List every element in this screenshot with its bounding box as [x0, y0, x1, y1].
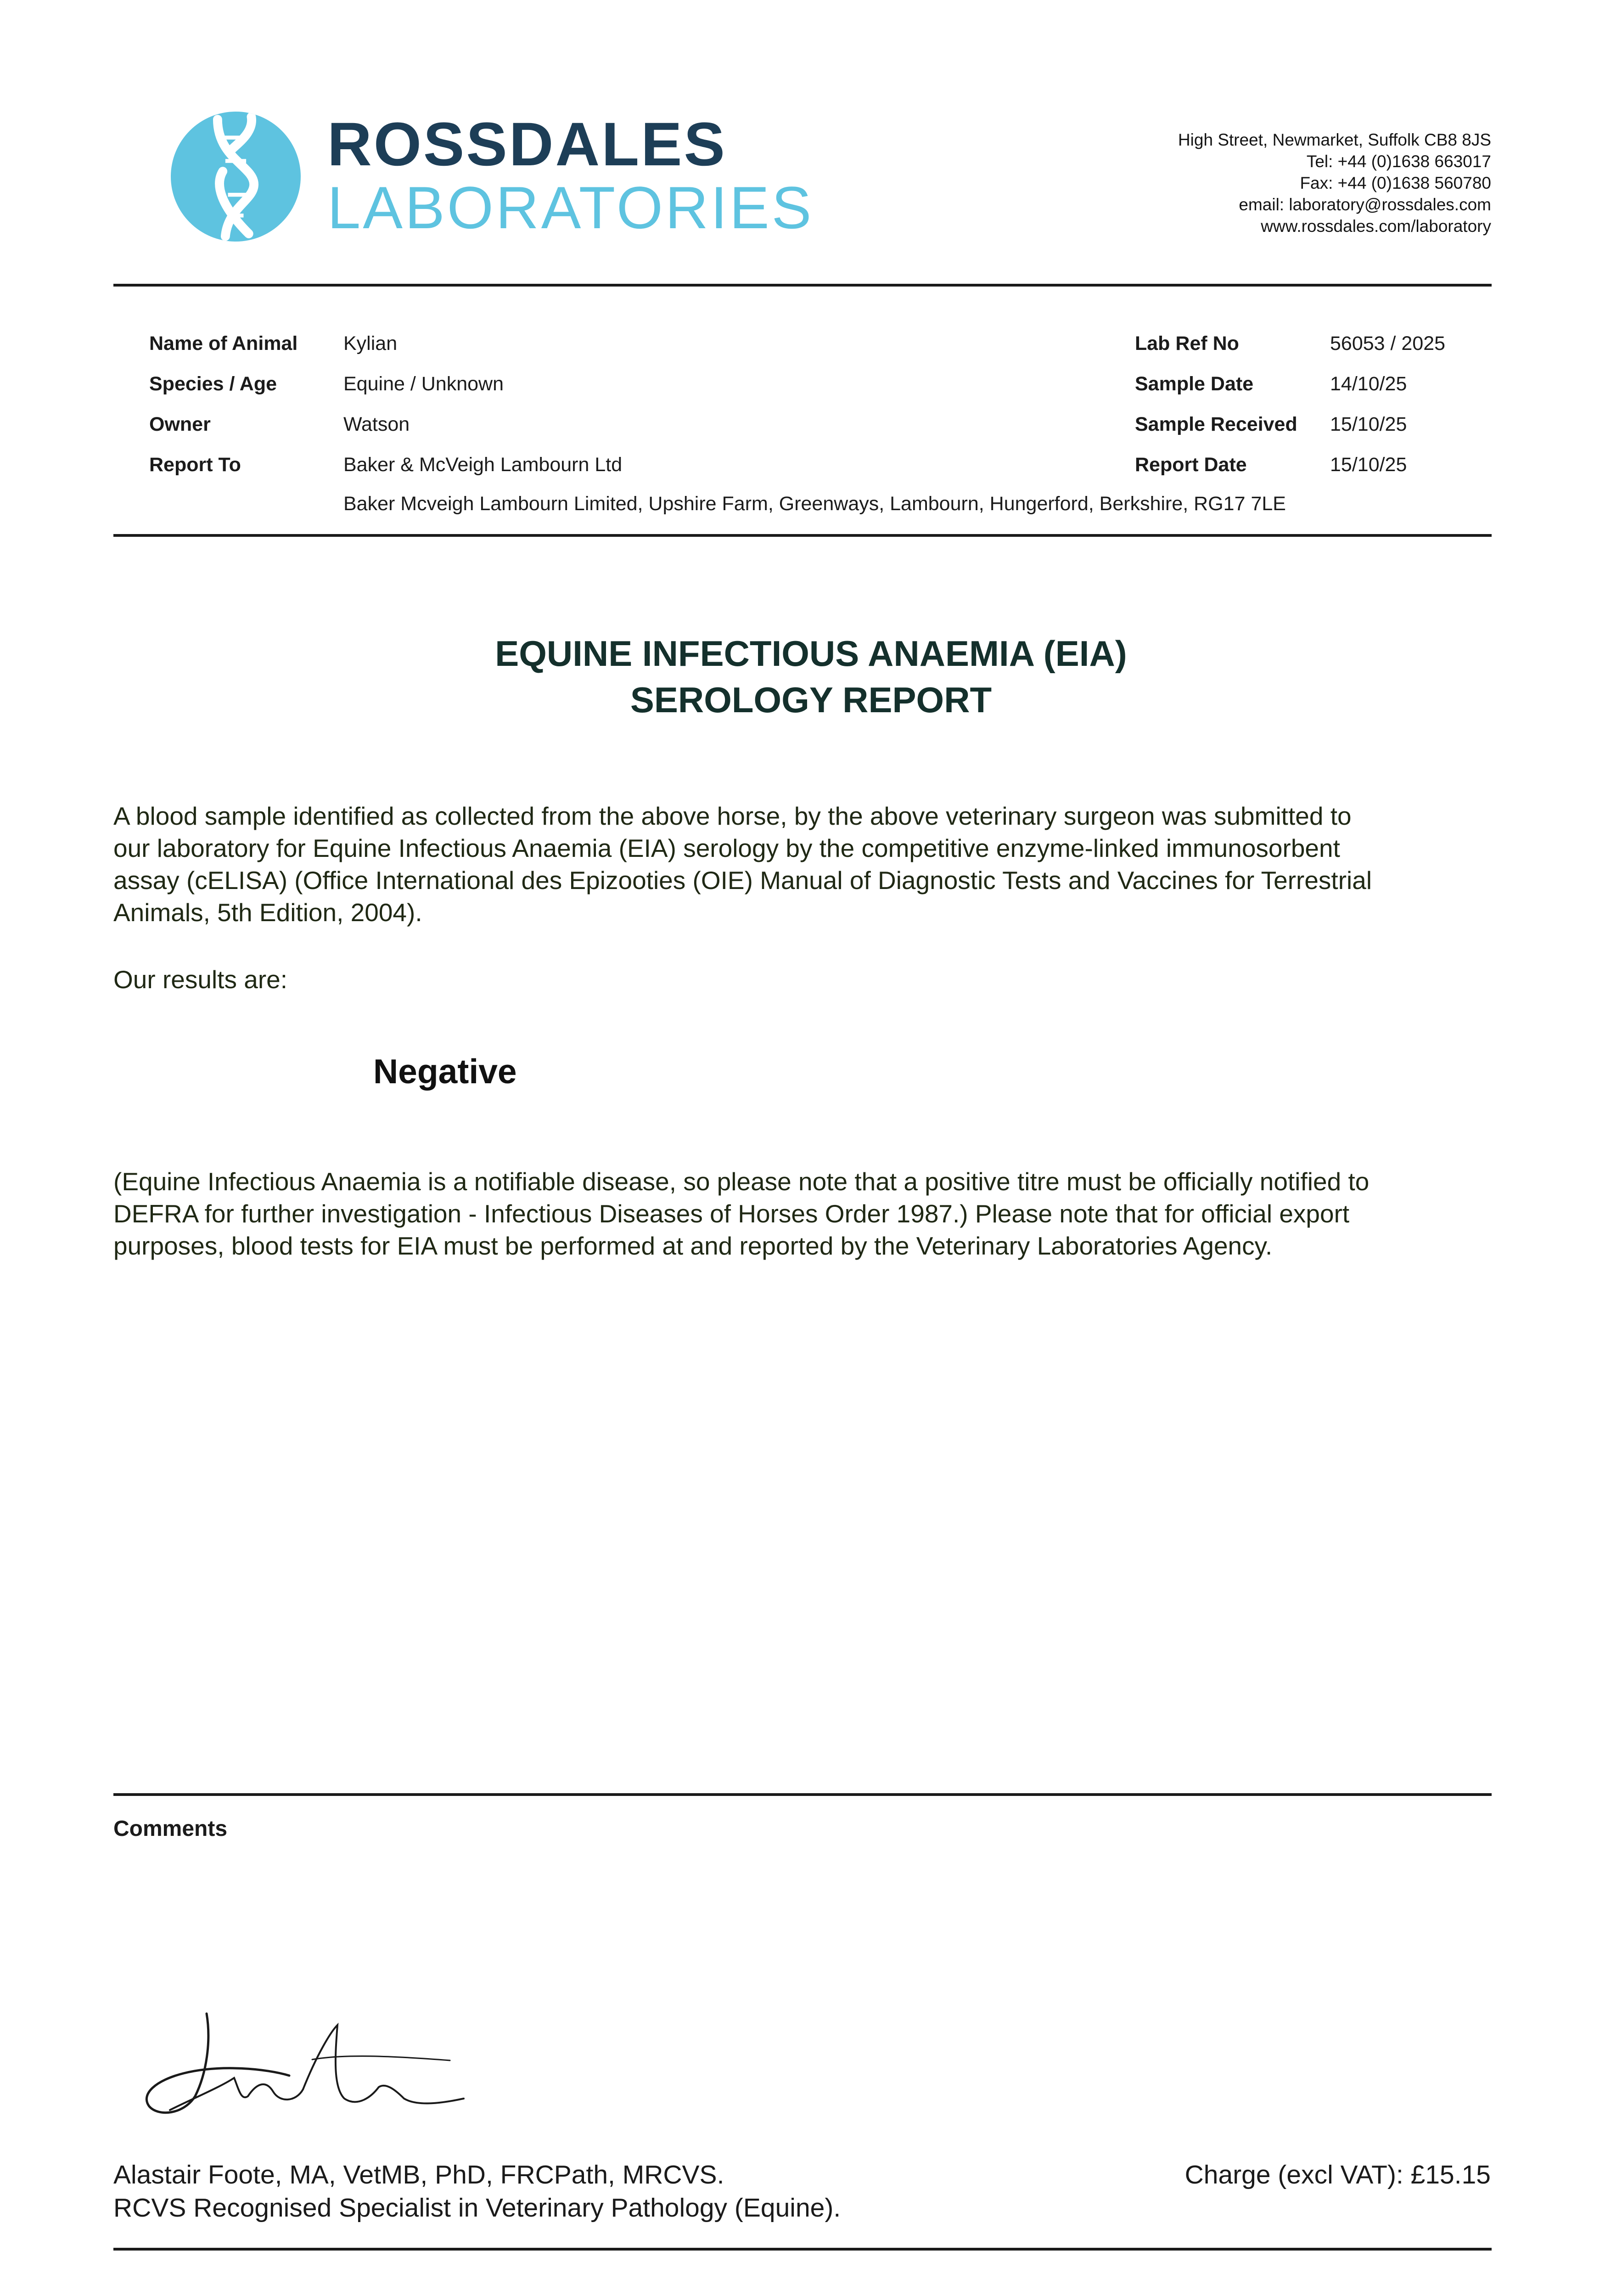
label-lab-ref-no: Lab Ref No: [1135, 332, 1239, 355]
report-title-line2: SEROLOGY REPORT: [630, 680, 992, 720]
note-line: DEFRA for further investigation - Infectious Diseases of Horses Order 1987.) Please note that for official export: [113, 1199, 1350, 1228]
intro-paragraph: [113, 800, 1495, 929]
label-name-of-animal: Name of Animal: [149, 332, 298, 355]
note-line: (Equine Infectious Anaemia is a notifiable disease, so please note that a positive titre must be officially notified to: [113, 1167, 1369, 1196]
label-sample-received: Sample Received: [1135, 413, 1297, 435]
comments-divider: [113, 1793, 1492, 1796]
label-report-to: Report To: [149, 454, 241, 476]
value-report-to: Baker & McVeigh Lambourn Ltd: [343, 454, 623, 476]
value-name-of-animal: Kylian: [343, 332, 398, 355]
label-report-date: Report Date: [1135, 454, 1247, 476]
logo-dna-icon: [171, 112, 301, 242]
fax-line: Fax: +44 (0)1638 560780: [1300, 174, 1491, 192]
value-lab-ref-no: 56053 / 2025: [1330, 332, 1446, 355]
website-line: www.rossdales.com/laboratory: [1261, 217, 1491, 236]
intro-line: Animals, 5th Edition, 2004).: [113, 898, 422, 927]
label-owner: Owner: [149, 413, 211, 435]
value-sample-received: 15/10/25: [1330, 413, 1407, 435]
logo-text-laboratories: LABORATORIES: [327, 174, 814, 241]
value-report-date: 15/10/25: [1330, 454, 1407, 476]
value-species-age: Equine / Unknown: [343, 373, 504, 395]
signer-block: [113, 2158, 841, 2224]
email-line: email: laboratory@rossdales.com: [1239, 195, 1491, 214]
info-divider: [113, 534, 1492, 537]
result-value: Negative: [373, 1052, 517, 1091]
intro-line: assay (cELISA) (Office International des Epizooties (OIE) Manual of Diagnostic Tests and Vaccines for Terrestrial: [113, 866, 1372, 895]
results-intro: Our results are:: [113, 965, 288, 994]
value-report-to-address: Baker Mcveigh Lambourn Limited, Upshire Farm, Greenways, Lambourn, Hungerford, Berkshire, RG17 7LE: [343, 493, 1286, 515]
logo-text-rossdales: ROSSDALES: [327, 110, 727, 179]
value-sample-date: 14/10/25: [1330, 373, 1407, 395]
signer-title: RCVS Recognised Specialist in Veterinary Pathology (Equine).: [113, 2193, 841, 2223]
comments-label: Comments: [113, 1817, 228, 1841]
intro-line: A blood sample identified as collected from the above horse, by the above veterinary surgeon was submitted to: [113, 802, 1352, 830]
report-title-line1: EQUINE INFECTIOUS ANAEMIA (EIA): [495, 633, 1127, 674]
value-owner: Watson: [343, 413, 410, 435]
label-species-age: Species / Age: [149, 373, 277, 395]
intro-line: our laboratory for Equine Infectious Anaemia (EIA) serology by the competitive enzyme-linked immunosorbent: [113, 834, 1340, 862]
signer-name: Alastair Foote, MA, VetMB, PhD, FRCPath, MRCVS.: [113, 2160, 724, 2189]
note-line: purposes, blood tests for EIA must be performed at and reported by the Veterinary Laboratories Agency.: [113, 1232, 1273, 1260]
label-sample-date: Sample Date: [1135, 373, 1254, 395]
signature-image: [115, 2000, 473, 2128]
contact-address-block: [1178, 129, 1491, 237]
notifiable-note: [113, 1165, 1495, 1262]
phone-line: Tel: +44 (0)1638 663017: [1306, 152, 1491, 171]
footer-divider: [113, 2248, 1492, 2251]
address-line: High Street, Newmarket, Suffolk CB8 8JS: [1178, 130, 1491, 149]
header-divider: [113, 284, 1492, 287]
charge-text: Charge (excl VAT): £15.15: [1184, 2160, 1491, 2189]
